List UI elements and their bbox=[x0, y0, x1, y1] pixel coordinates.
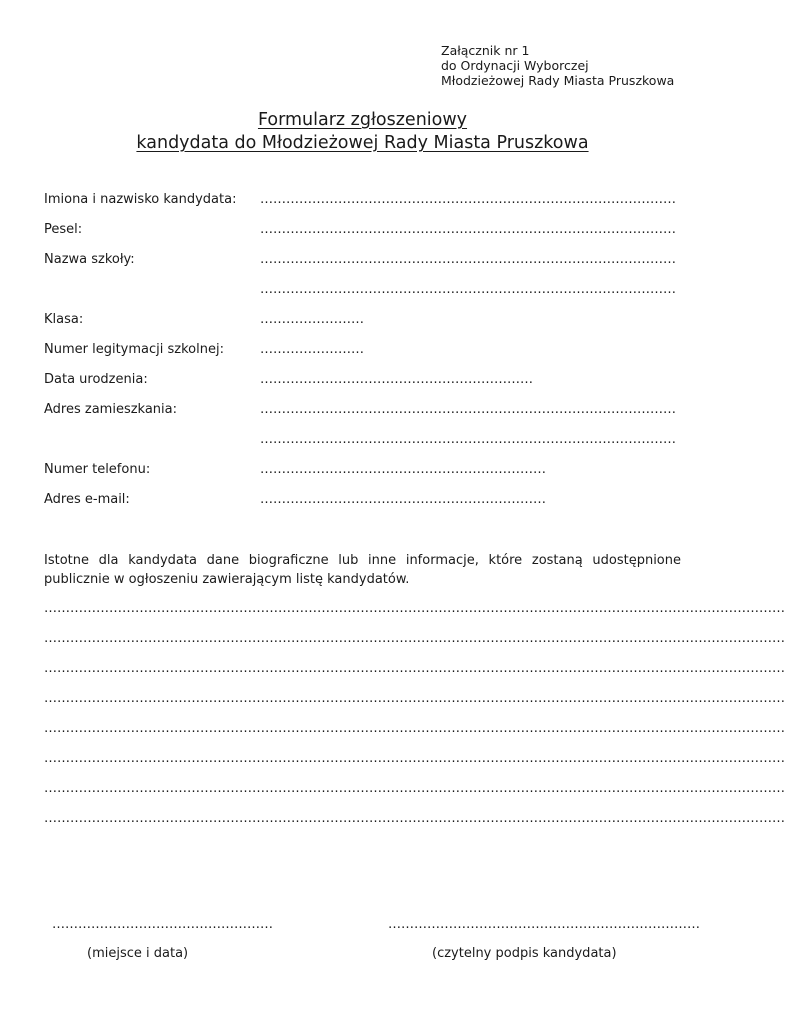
bio-line: ……………………………………………………………………………………………………………………………………………………… bbox=[44, 721, 785, 736]
bio-line: ……………………………………………………………………………………………………………………………………………………… bbox=[44, 691, 785, 706]
field-label: Numer legitymacji szkolnej: bbox=[44, 342, 224, 357]
bio-line: ……………………………………………………………………………………………………………………………………………………… bbox=[44, 781, 785, 796]
bio-line: ……………………………………………………………………………………………………………………………………………………… bbox=[44, 811, 785, 826]
field-blank: …………………………………………………………………………………… bbox=[260, 192, 676, 207]
field-blank: …………………………………………………………………………………… bbox=[260, 282, 676, 297]
field-blank: …………………………………………………………………………………… bbox=[260, 222, 676, 237]
bio-instructions: Istotne dla kandydata dane biograficzne lub inne informacje, które zostaną udostępnione publicznie w ogłoszeniu zawierającym listę kandydatów. bbox=[44, 553, 681, 587]
field-label: Nazwa szkoły: bbox=[44, 252, 135, 267]
field-blank: …………………………………………………………………………………… bbox=[260, 252, 676, 267]
field-label: Numer telefonu: bbox=[44, 462, 151, 477]
field-address bbox=[44, 402, 684, 420]
field-pesel bbox=[44, 222, 684, 240]
field-blank: ………………………………………………………… bbox=[260, 492, 546, 507]
bio-line: ……………………………………………………………………………………………………………………………………………………… bbox=[44, 661, 785, 676]
signature-label: (czytelny podpis kandydata) bbox=[432, 946, 617, 961]
field-blank: …………………………………………………………………………………… bbox=[260, 402, 676, 417]
field-label: Pesel: bbox=[44, 222, 83, 237]
field-blank: …………………………………………………………………………………… bbox=[260, 432, 676, 447]
field-blank: ………………………………………………………… bbox=[260, 462, 546, 477]
field-birth-date bbox=[44, 372, 684, 390]
field-class bbox=[44, 312, 684, 330]
field-student-id bbox=[44, 342, 684, 360]
bio-line: ……………………………………………………………………………………………………………………………………………………… bbox=[44, 631, 785, 646]
field-blank: …………………… bbox=[260, 312, 364, 327]
annex-line-3: Młodzieżowej Rady Miasta Pruszkowa bbox=[441, 73, 675, 88]
bio-line: ……………………………………………………………………………………………………………………………………………………… bbox=[44, 751, 785, 766]
field-phone bbox=[44, 462, 684, 480]
place-date-label: (miejsce i data) bbox=[87, 946, 189, 961]
field-label: Data urodzenia: bbox=[44, 372, 148, 387]
field-label: Imiona i nazwisko kandydata: bbox=[44, 192, 237, 207]
field-full-name bbox=[44, 192, 684, 210]
field-blank: …………………… bbox=[260, 342, 364, 357]
place-date-blank: …………………………………………… bbox=[52, 917, 273, 932]
signature-blank: ……………………………………………………………… bbox=[388, 917, 700, 932]
field-blank: ……………………………………………………… bbox=[260, 372, 533, 387]
field-school-name-continued bbox=[44, 282, 684, 300]
bio-line: ……………………………………………………………………………………………………………………………………………………… bbox=[44, 601, 785, 616]
form-subtitle: kandydata do Młodzieżowej Rady Miasta Pruszkowa bbox=[136, 133, 589, 153]
field-label: Adres zamieszkania: bbox=[44, 402, 178, 417]
field-school-name bbox=[44, 252, 684, 270]
field-address-continued bbox=[44, 432, 684, 450]
field-email bbox=[44, 492, 684, 510]
form-title: Formularz zgłoszeniowy bbox=[257, 110, 468, 130]
annex-line-2: do Ordynacji Wyborczej bbox=[441, 58, 589, 73]
field-label: Adres e-mail: bbox=[44, 492, 130, 507]
field-label: Klasa: bbox=[44, 312, 84, 327]
annex-line-1: Załącznik nr 1 bbox=[441, 43, 530, 58]
annex-note bbox=[441, 43, 674, 88]
